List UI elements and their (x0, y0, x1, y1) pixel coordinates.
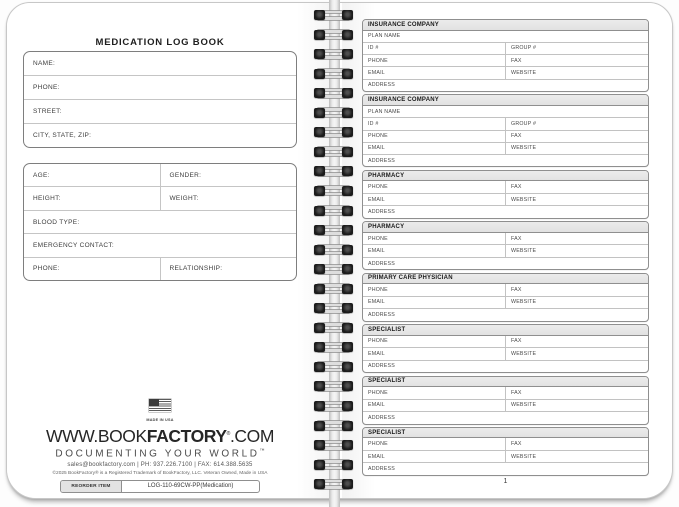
punch-hole (342, 10, 353, 20)
form-row (363, 154, 648, 166)
form-row (363, 347, 648, 360)
section-title: SPECIALIST (368, 326, 406, 333)
punch-hole (342, 30, 353, 40)
form-row (363, 193, 648, 206)
form-section (362, 324, 649, 373)
field-label-relationship: RELATIONSHIP: (160, 258, 297, 280)
form-row (24, 233, 296, 256)
registered-mark: ® (226, 430, 230, 437)
punch-hole (314, 479, 325, 489)
punch-hole (314, 245, 325, 255)
punch-hole (314, 362, 325, 372)
personal-info-box (23, 51, 297, 148)
publisher-contact-info: sales@bookfactory.com | PH: 937.226.7100 | FAX: 614.388.5635 (67, 462, 253, 469)
reorder-item-label: REORDER ITEM (61, 481, 122, 492)
field-label-email: EMAIL (368, 196, 385, 203)
field-label-phone: PHONE (368, 338, 388, 345)
field-label-email: EMAIL (368, 453, 385, 460)
field-label-plan-name: PLAN NAME (368, 108, 401, 115)
wire-loop (314, 362, 353, 373)
form-row (24, 164, 296, 186)
form-section (362, 376, 649, 425)
section-title: INSURANCE COMPANY (368, 21, 439, 28)
punch-hole (342, 166, 353, 176)
right-page-sections (362, 19, 649, 476)
page-title: MEDICATION LOG BOOK (95, 37, 225, 48)
usa-flag-icon (23, 399, 297, 417)
punch-hole (342, 323, 353, 333)
wire-loop (314, 479, 353, 490)
wire-loop (314, 49, 353, 60)
field-label-website: WEBSITE (505, 400, 648, 412)
field-label-height: HEIGHT: (33, 195, 61, 203)
section-title: PHARMACY (368, 172, 405, 179)
page-number: 1 (503, 478, 508, 485)
field-label-weight: WEIGHT: (160, 187, 297, 209)
punch-hole (342, 88, 353, 98)
field-label-fax: FAX (505, 438, 648, 450)
wire-loop (314, 108, 353, 119)
field-label-address: ADDRESS (368, 363, 396, 370)
punch-hole (314, 421, 325, 431)
form-row (363, 233, 648, 245)
form-row (363, 54, 648, 66)
wire-loop (314, 342, 353, 353)
form-section (362, 94, 649, 167)
punch-hole (342, 303, 353, 313)
wire-loop (314, 166, 353, 177)
wire-loop (314, 440, 353, 451)
punch-hole (314, 225, 325, 235)
field-label-address: ADDRESS (368, 82, 396, 89)
field-label-name: NAME: (33, 60, 56, 67)
wire-loop (314, 30, 353, 41)
field-label-gender: GENDER: (160, 164, 297, 186)
wire-loop (314, 303, 353, 314)
form-section (362, 19, 649, 92)
punch-hole (342, 264, 353, 274)
section-header (363, 325, 648, 336)
field-label-group: GROUP # (505, 118, 648, 129)
field-label-email: EMAIL (368, 299, 385, 306)
punch-hole (314, 166, 325, 176)
section-header (363, 377, 648, 388)
punch-hole (314, 69, 325, 79)
section-title: SPECIALIST (368, 378, 406, 385)
punch-hole (342, 69, 353, 79)
form-row (24, 186, 296, 209)
field-label-phone: PHONE (368, 286, 388, 293)
punch-hole (342, 186, 353, 196)
wire-loop (314, 186, 353, 197)
reorder-item-code: LOG-110-69CW-PP(Medication) (147, 483, 234, 490)
section-title: PRIMARY CARE PHYSICIAN (368, 275, 453, 282)
copyright-notice: ©2025 BookFactory® is a Registered Trademark of BookFactory, LLC. Veteran Owned, Made in USA (52, 470, 268, 476)
field-label-email: EMAIL (368, 350, 385, 357)
punch-hole (342, 381, 353, 391)
field-label-phone: PHONE (368, 441, 388, 448)
punch-hole (314, 49, 325, 59)
field-label-website: WEBSITE (505, 451, 648, 463)
form-row (363, 438, 648, 450)
field-label-emergency-contact: EMERGENCY CONTACT: (33, 241, 115, 249)
field-label-website: WEBSITE (505, 348, 648, 360)
punch-hole (342, 460, 353, 470)
field-label-phone: PHONE (368, 389, 388, 396)
punch-hole (342, 245, 353, 255)
punch-hole (342, 421, 353, 431)
field-label-phone: PHONE (368, 235, 388, 242)
field-label-address: ADDRESS (368, 157, 396, 164)
form-row (24, 99, 296, 123)
field-label-address: ADDRESS (368, 466, 396, 473)
form-row (363, 257, 648, 270)
punch-hole (314, 381, 325, 391)
form-row (363, 117, 648, 129)
field-label-address: ADDRESS (368, 209, 396, 216)
field-label-address: ADDRESS (368, 260, 396, 267)
section-header (363, 274, 648, 285)
wire-loop (314, 69, 353, 80)
punch-hole (342, 127, 353, 137)
punch-hole (342, 362, 353, 372)
section-header (363, 95, 648, 106)
form-row (363, 284, 648, 296)
medical-details-box (23, 163, 297, 281)
punch-hole (314, 108, 325, 118)
form-row (363, 181, 648, 193)
form-row (24, 75, 296, 99)
field-label-website: WEBSITE (505, 297, 648, 309)
field-label-website: WEBSITE (505, 194, 648, 206)
form-row (363, 142, 648, 154)
form-row (363, 244, 648, 257)
field-label-city-state-zip: CITY, STATE, ZIP: (33, 132, 92, 139)
punch-hole (314, 401, 325, 411)
reorder-item-bar (60, 480, 260, 493)
form-section (362, 273, 649, 322)
field-label-phone: PHONE (368, 184, 388, 191)
field-label-email: EMAIL (368, 248, 385, 255)
wire-loop (314, 147, 353, 158)
punch-hole (314, 323, 325, 333)
field-label-blood-type: BLOOD TYPE: (33, 218, 80, 226)
section-header (363, 171, 648, 182)
punch-hole (314, 342, 325, 352)
section-title: SPECIALIST (368, 429, 406, 436)
field-label-phone: PHONE (368, 133, 388, 140)
punch-hole (342, 440, 353, 450)
form-row (363, 450, 648, 463)
field-label-group: GROUP # (505, 43, 648, 54)
publisher-website: WWW.BOOKFACTORY®.COM (45, 425, 275, 446)
form-row (24, 257, 296, 280)
publisher-branding (23, 399, 297, 493)
wire-loop (314, 206, 353, 217)
form-row (24, 210, 296, 233)
wire-loop (314, 88, 353, 99)
field-label-address: ADDRESS (368, 311, 396, 318)
wire-loop (314, 421, 353, 432)
field-label-contact-phone: PHONE: (33, 265, 60, 273)
section-header (363, 222, 648, 233)
wire-loop (314, 284, 353, 295)
section-title: PHARMACY (368, 224, 405, 231)
punch-hole (314, 30, 325, 40)
form-row (363, 360, 648, 373)
field-label-fax: FAX (505, 387, 648, 399)
punch-hole (342, 206, 353, 216)
punch-hole (342, 479, 353, 489)
field-label-website: WEBSITE (505, 245, 648, 257)
punch-hole (314, 460, 325, 470)
punch-hole (314, 440, 325, 450)
field-label-fax: FAX (505, 131, 648, 142)
punch-hole (314, 127, 325, 137)
field-label-age: AGE: (33, 171, 50, 179)
punch-hole (314, 10, 325, 20)
field-label-website: WEBSITE (505, 143, 648, 154)
section-title: INSURANCE COMPANY (368, 97, 439, 104)
form-row (363, 462, 648, 475)
punch-hole (342, 225, 353, 235)
form-section (362, 427, 649, 476)
punch-hole (342, 342, 353, 352)
form-row (24, 123, 296, 147)
form-row (363, 31, 648, 42)
wire-loop (314, 10, 353, 21)
field-label-id: ID # (368, 120, 379, 127)
wire-loop (314, 460, 353, 471)
punch-hole (314, 284, 325, 294)
form-row (363, 205, 648, 218)
wire-loop (314, 264, 353, 275)
punch-hole (314, 147, 325, 157)
publisher-tagline: DOCUMENTING YOUR WORLD™ (55, 447, 265, 459)
field-label-plan-name: PLAN NAME (368, 33, 401, 40)
form-section (362, 221, 649, 270)
form-row (363, 296, 648, 309)
punch-hole (342, 284, 353, 294)
wire-loop (314, 401, 353, 412)
made-in-usa-label: MADE IN USA (146, 417, 174, 422)
wire-loop (314, 127, 353, 138)
section-header (363, 20, 648, 31)
field-label-address: ADDRESS (368, 414, 396, 421)
form-row (363, 336, 648, 348)
field-label-website: WEBSITE (505, 67, 648, 78)
form-row (24, 52, 296, 75)
wire-loop (314, 323, 353, 334)
form-row (363, 79, 648, 91)
field-label-phone: PHONE: (33, 84, 60, 91)
form-row (363, 399, 648, 412)
field-label-email: EMAIL (368, 70, 385, 77)
punch-hole (314, 88, 325, 98)
field-label-street: STREET: (33, 108, 62, 115)
form-row (363, 411, 648, 424)
field-label-fax: FAX (505, 233, 648, 245)
field-label-fax: FAX (505, 55, 648, 66)
field-label-phone: PHONE (368, 57, 388, 64)
field-label-fax: FAX (505, 336, 648, 348)
punch-hole (314, 264, 325, 274)
field-label-email: EMAIL (368, 402, 385, 409)
punch-hole (342, 49, 353, 59)
trademark-mark: ™ (259, 447, 265, 454)
field-label-fax: FAX (505, 181, 648, 193)
form-section (362, 170, 649, 219)
field-label-fax: FAX (505, 284, 648, 296)
form-row (363, 42, 648, 54)
punch-hole (342, 401, 353, 411)
form-row (363, 66, 648, 78)
field-label-id: ID # (368, 45, 379, 52)
punch-hole (314, 206, 325, 216)
punch-hole (342, 108, 353, 118)
wire-loop (314, 381, 353, 392)
punch-hole (314, 186, 325, 196)
form-row (363, 130, 648, 142)
punch-hole (314, 303, 325, 313)
form-row (363, 308, 648, 321)
section-header (363, 428, 648, 439)
form-row (363, 106, 648, 117)
punch-hole (342, 147, 353, 157)
form-row (363, 387, 648, 399)
field-label-email: EMAIL (368, 145, 385, 152)
wire-loop (314, 245, 353, 256)
wire-loop (314, 225, 353, 236)
